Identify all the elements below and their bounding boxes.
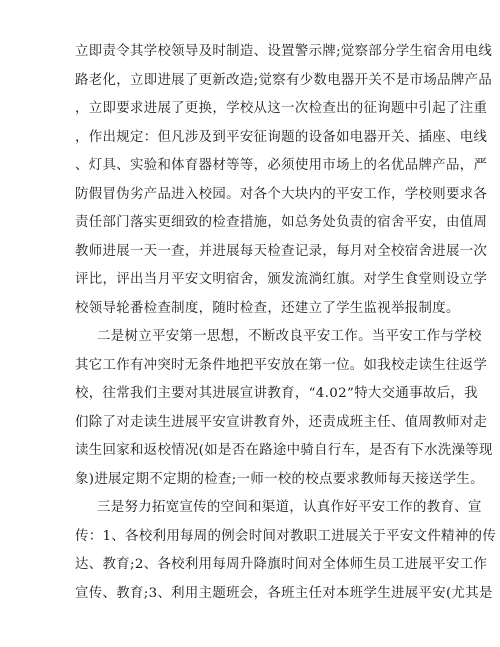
text-line-3: ，立即要求进展了更换，学校从这一次检查出的征询题中引起了注重 <box>75 101 488 116</box>
text-line-13: 校，往常我们主要对其进展宣讲教育，“4.02”特大交通事故后，我 <box>75 386 478 401</box>
text-line-1: 立即责令其学校领导及时制造、设置警示牌;觉察部分学生宿舍用电线 <box>75 44 493 59</box>
text-line-7: 责任部门落实更细致的检查措施，如总务处负责的宿舍平安，由值周 <box>75 215 488 230</box>
text-line-2: 路老化，立即进展了更新改造;觉察有少数电器开关不是市场品牌产品 <box>75 73 493 88</box>
text-line-19: 达、教育;2、各校利用每周升降旗时间对全体师生员工进展平安工作 <box>75 557 488 572</box>
text-line-12: 其它工作有冲突时无条件地把平安放在第一位。如我校走读生往返学 <box>75 358 488 373</box>
text-line-9: 评比，评出当月平安文明宿舍，颁发流淌红旗。对学生食堂则设立学 <box>75 272 488 287</box>
text-line-20: 宣传、教育;3、利用主题班会，各班主任对本班学生进展平安(尤其是 <box>75 586 493 601</box>
text-line-10: 校领导轮番检查制度，随时检查，还建立了学生监视举报制度。 <box>75 301 460 316</box>
paragraph-2-first-line: 二是树立平安第一思想，不断改良平安工作。当平安工作与学校 <box>97 329 482 344</box>
text-line-15: 读生回家和返校情况(如是否在路途中骑自行车，是否有下水洗澡等现 <box>75 443 493 458</box>
text-line-18: 传：1、各校利用每周的例会时间对教职工进展关于平安文件精神的传 <box>75 529 497 544</box>
text-line-5: 、灯具、实验和体育器材等等，必须使用市场上的名优品牌产品，严 <box>75 158 488 173</box>
paragraph-3-first-line: 三是努力拓宽宣传的空间和渠道，认真作好平安工作的教育、宣 <box>97 500 482 515</box>
text-line-16: 象)进展定期不定期的检查;一师一校的校点要求教师每天接送学生。 <box>75 472 484 487</box>
text-line-6: 防假冒伪劣产品进入校园。对各个大块内的平安工作，学校则要求各 <box>75 187 488 202</box>
text-line-4: ，作出规定：但凡涉及到平安征询题的设备如电器开关、插座、电线 <box>75 130 488 145</box>
text-line-8: 教师进展一天一查，并进展每天检查记录，每月对全校宿舍进展一次 <box>75 244 488 259</box>
text-line-14: 们除了对走读生进展平安宣讲教育外，还责成班主任、值周教师对走 <box>75 415 488 430</box>
